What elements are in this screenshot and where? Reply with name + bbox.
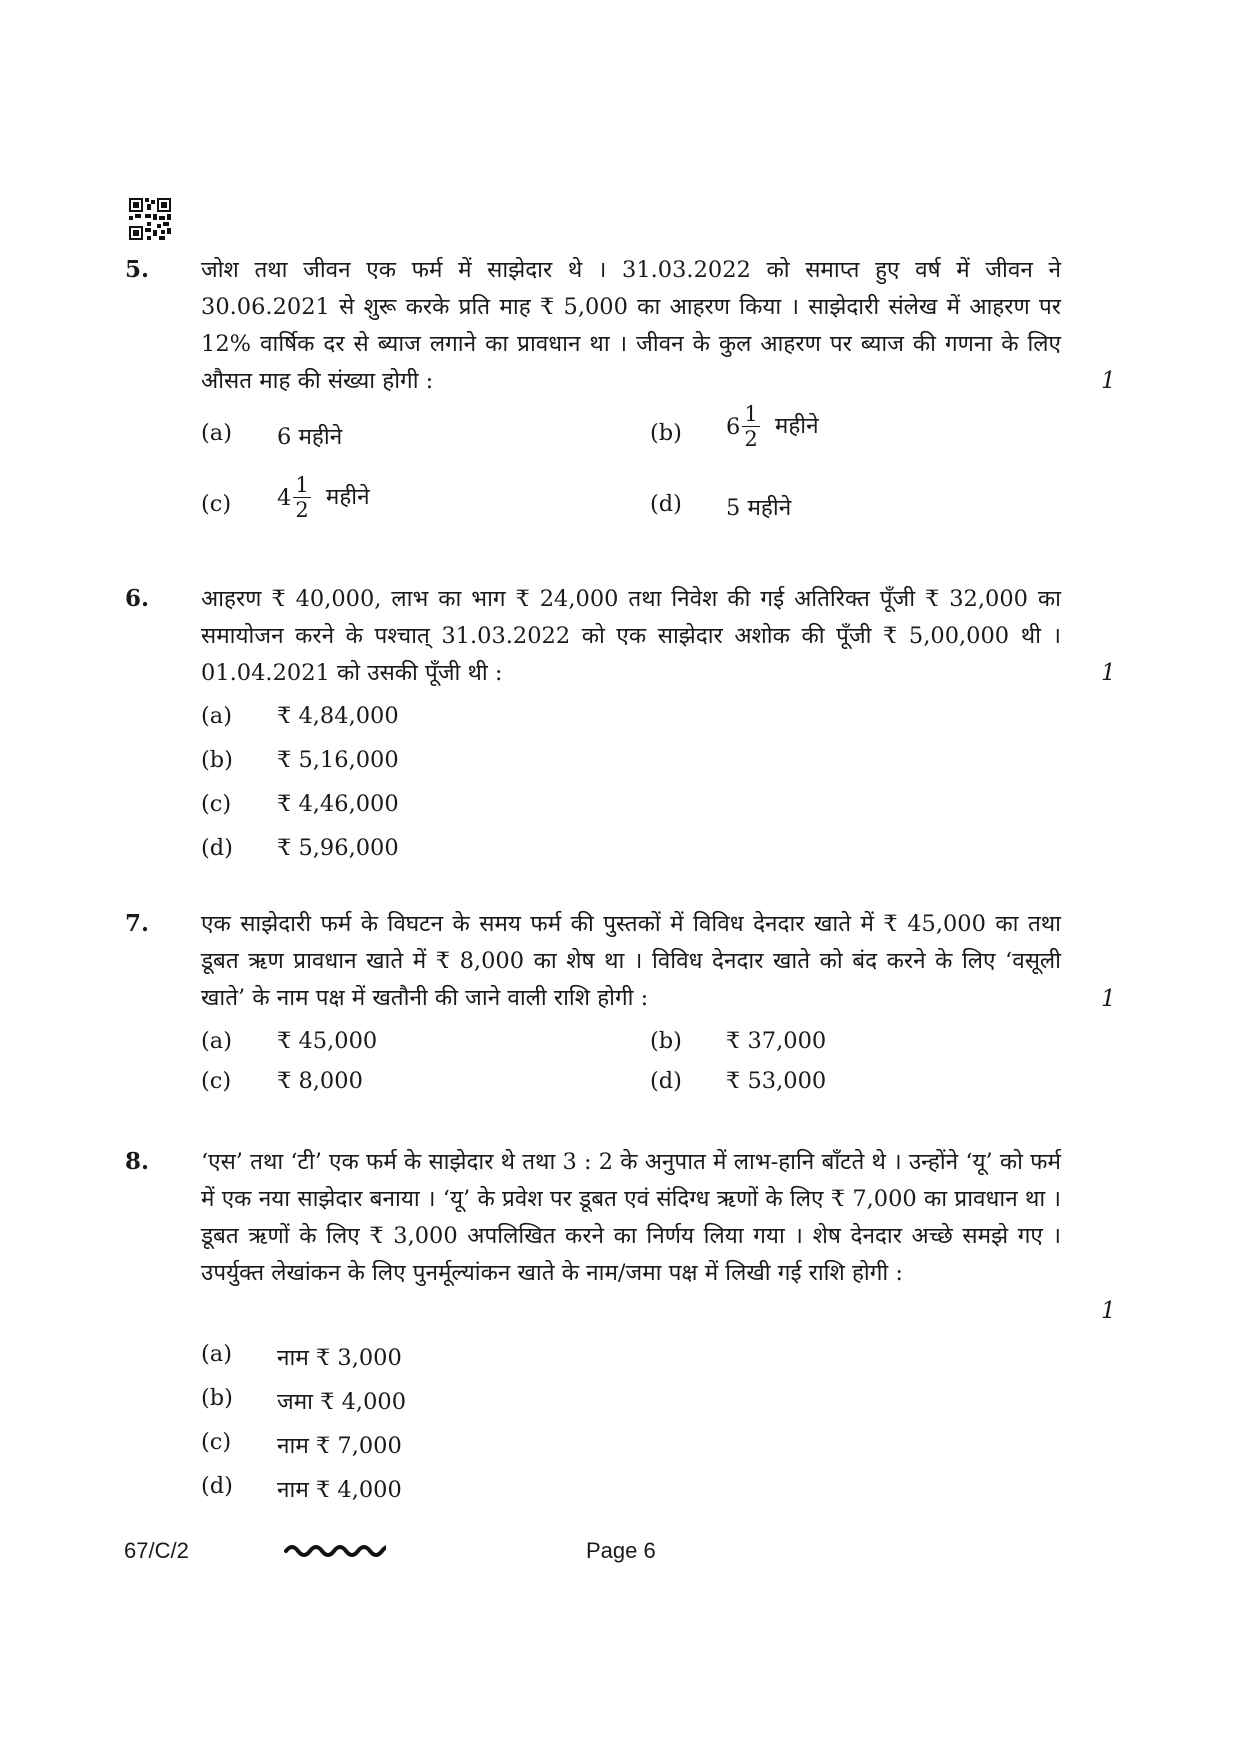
question-text: एक साझेदारी फर्म के विघटन के समय फर्म की पुस्तकों में विविध देनदार खाते में ₹ 45,000 का तथा डूबत ऋण प्रावधान खाते में ₹ 8,000 का शेष था । विविध देनदार खाते को बंद करने के लिए ‘वसूली खाते’ के नाम पक्ष में खतौनी की जाने वाली राशि होगी : [201, 911, 1061, 1011]
question-text: जोश तथा जीवन एक फर्म में साझेदार थे । 31.03.2022 को समाप्त हुए वर्ष में जीवन ने 30.06.2021 से शुरू करके प्रति माह ₹ 5,000 का आहरण किया । साझेदारी संलेख में आहरण पर 12% वार्षिक दर से ब्याज लगाने का प्रावधान था । जीवन के कुल आहरण पर ब्याज की गणना के लिए औसत माह की संख्या होगी : [201, 257, 1061, 394]
option-text: ₹ 4,46,000 [277, 791, 399, 817]
option-text: 6 महीने [277, 424, 343, 450]
question-marks: 1 [1101, 368, 1116, 394]
option-text: ₹ 5,16,000 [277, 747, 399, 773]
question-marks: 1 [1101, 660, 1116, 686]
question-text: ‘एस’ तथा ‘टी’ एक फर्म के साझेदार थे तथा 3 : 2 के अनुपात में लाभ-हानि बाँटते थे । उन्होंने ‘यू’ को फर्म में एक नया साझेदार बनाया । ‘यू’ के प्रवेश पर डूबत एवं संदिग्ध ऋणों के लिए ₹ 7,000 का प्रावधान था । डूबत ऋणों के लिए ₹ 3,000 अपलिखित करने का निर्णय लिया गया । शेष देनदार अच्छे समझे गए । उपर्युक्त लेखांकन के लिए पुनर्मूल्यांकन खाते के नाम/जमा पक्ष में लिखी गई राशि होगी : [201, 1149, 1061, 1286]
option-label: (c) [201, 1068, 232, 1094]
option-text: ₹ 8,000 [277, 1068, 363, 1094]
qr-code-icon [129, 198, 171, 240]
mixed-fraction: 6 $\frac{1}{2}$ [726, 402, 758, 451]
question-number: 5. [125, 256, 150, 283]
option-label: (a) [201, 703, 232, 729]
option-label: (d) [201, 835, 233, 861]
wave-divider-icon [284, 1541, 386, 1561]
question-text: आहरण ₹ 40,000, लाभ का भाग ₹ 24,000 तथा निवेश की गई अतिरिक्त पूँजी ₹ 32,000 का समायोजन करने के पश्चात् 31.03.2022 को एक साझेदार अशोक की पूँजी ₹ 5,00,000 थी । 01.04.2021 को उसकी पूँजी थी : [201, 586, 1061, 686]
question-marks: 1 [1101, 986, 1116, 1012]
mixed-fraction: 4 $\frac{1}{2}$ [277, 473, 309, 522]
option-label: (a) [201, 1028, 232, 1054]
option-text: महीने [774, 412, 819, 439]
option-label: (b) [650, 420, 682, 446]
option-label: (d) [650, 1068, 682, 1094]
option-label: (b) [650, 1028, 682, 1054]
option-text: ₹ 5,96,000 [277, 835, 399, 861]
option-label: (c) [201, 791, 232, 817]
option-text: जमा ₹ 4,000 [277, 1389, 407, 1415]
option-label: (b) [201, 747, 233, 773]
option-text: महीने [325, 483, 370, 510]
option-text: ₹ 37,000 [726, 1028, 827, 1054]
option-label: (a) [201, 1341, 232, 1367]
question-number: 8. [125, 1148, 150, 1175]
option-text: ₹ 45,000 [277, 1028, 378, 1054]
option-label: (a) [201, 420, 232, 446]
option-label: (d) [201, 1473, 233, 1499]
option-text: नाम ₹ 7,000 [277, 1433, 402, 1459]
question-marks: 1 [1101, 1298, 1116, 1324]
option-text: नाम ₹ 4,000 [277, 1477, 402, 1503]
option-label: (b) [201, 1385, 233, 1411]
option-label: (c) [201, 1429, 232, 1455]
option-text: ₹ 53,000 [726, 1068, 827, 1094]
option-label: (c) [201, 491, 232, 517]
page-number: Page 6 [586, 1538, 656, 1563]
option-text: नाम ₹ 3,000 [277, 1345, 402, 1371]
option-text: ₹ 4,84,000 [277, 703, 399, 729]
question-number: 7. [125, 910, 150, 937]
question-number: 6. [125, 585, 150, 612]
paper-code: 67/C/2 [124, 1538, 189, 1563]
option-label: (d) [650, 491, 682, 517]
option-text: 5 महीने [726, 495, 792, 521]
